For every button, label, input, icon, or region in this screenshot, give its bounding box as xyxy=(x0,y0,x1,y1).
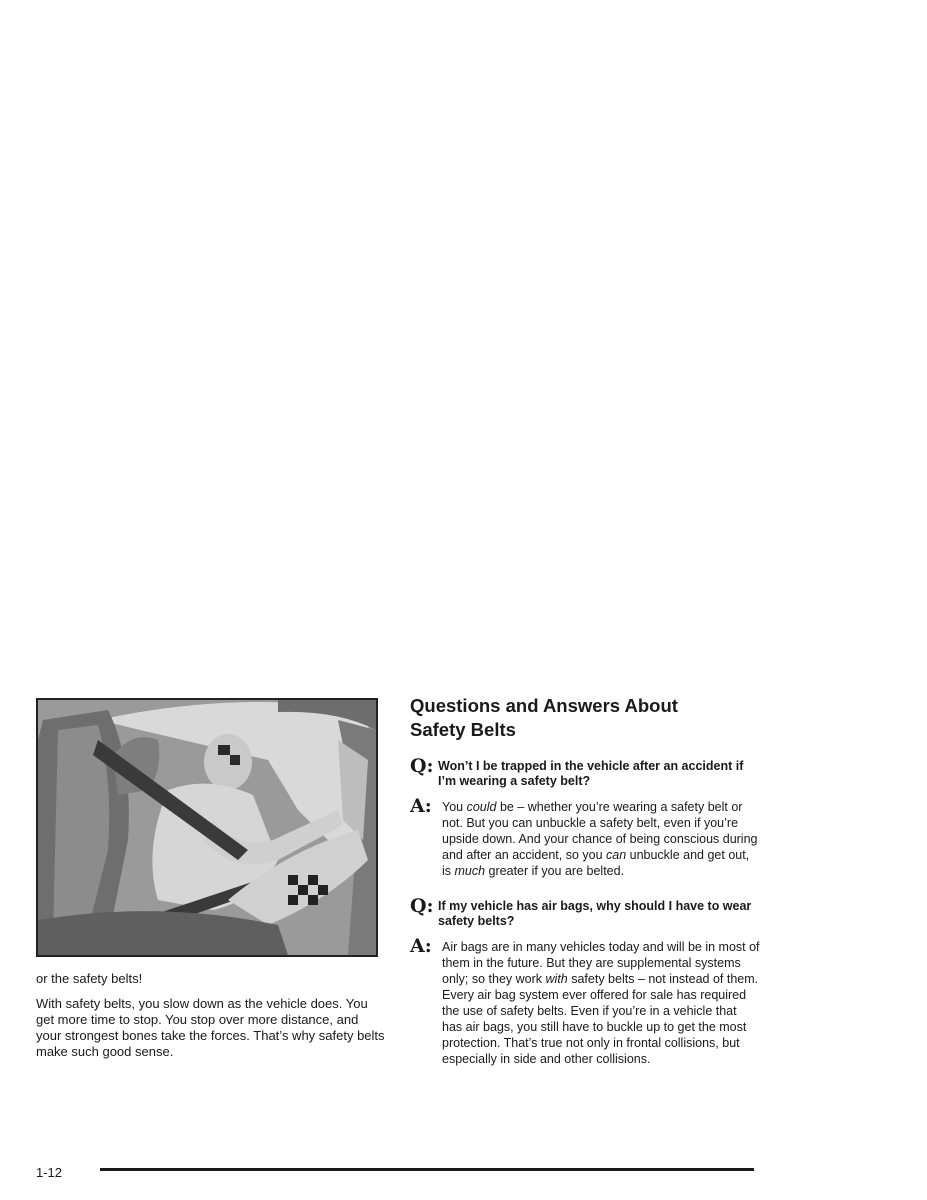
answer-letter: A: xyxy=(410,935,432,957)
answer-1 xyxy=(410,795,760,879)
crash-test-photo xyxy=(36,698,378,957)
page-number: 1-12 xyxy=(36,1165,63,1180)
safety-belt-paragraph: With safety belts, you slow down as the vehicle does. You get more time to stop. You stop over more distance, and your strongest bones take the forces. That’s why safety belts make such good sense. xyxy=(36,996,385,1059)
answer-2 xyxy=(410,935,760,1067)
answer-1-text: You could be – whether you’re wearing a safety belt or not. But you can unbuckle a safety belt, even if you’re upside down. And your chance of being conscious during and after an accident, so you can unbuckle and get out, is much greater if you are belted. xyxy=(442,800,758,878)
section-heading-line1: Questions and Answers About xyxy=(410,695,678,716)
question-letter: Q: xyxy=(410,895,434,917)
left-column-text xyxy=(36,971,386,1069)
question-2 xyxy=(410,895,760,929)
answer-letter: A: xyxy=(410,795,432,817)
answer-2-text: Air bags are in many vehicles today and will be in most of them in the future. But they are supplemental systems only; so they work with safety belts – not instead of them. Every air bag system ever offered for sale has required the use of safety belts. Even if you’re in a vehicle that has air bags, you still have to buckle up to get the most protection. That’s true not only in frontal collisions, but especially in side and other collisions. xyxy=(442,940,760,1066)
section-heading-line2: Safety Belts xyxy=(410,719,516,740)
continued-caption: or the safety belts! xyxy=(36,971,143,986)
crash-test-dummy-illustration xyxy=(38,700,376,955)
section-heading xyxy=(410,694,760,742)
question-letter: Q: xyxy=(410,755,434,777)
footer-divider xyxy=(100,1168,754,1171)
question-1 xyxy=(410,755,760,789)
question-2-text: If my vehicle has air bags, why should I have to wear safety belts? xyxy=(438,899,752,928)
qa-section xyxy=(410,694,760,1077)
question-1-text: Won’t I be trapped in the vehicle after an accident if I’m wearing a safety belt? xyxy=(438,759,744,788)
